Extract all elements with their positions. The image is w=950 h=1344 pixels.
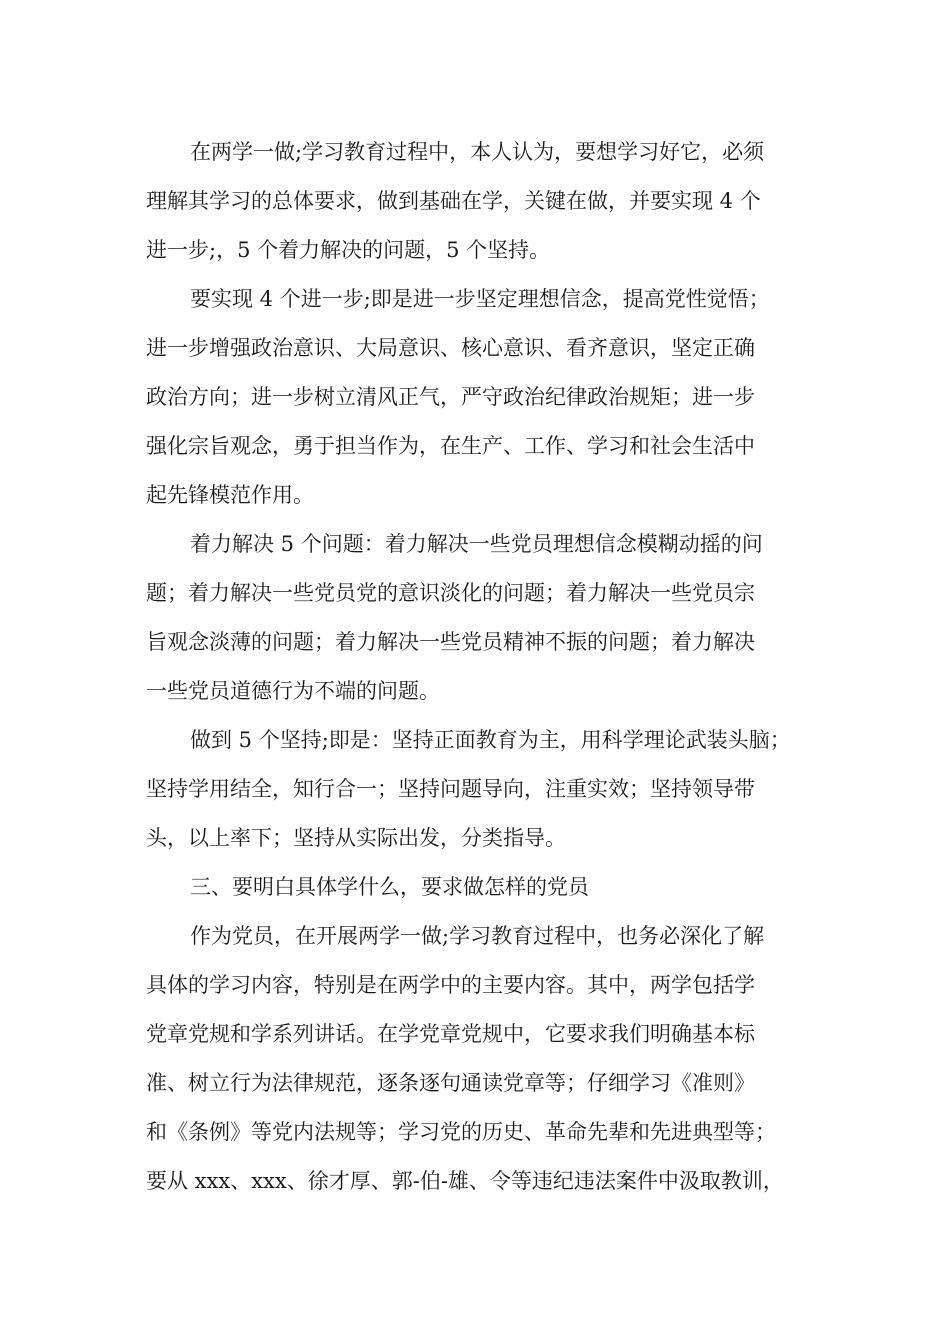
paragraph-line: 要实现 4 个进一步;即是进一步坚定理想信念，提高党性觉悟； <box>190 287 770 311</box>
paragraph-line: 强化宗旨观念，勇于担当作为，在生产、工作、学习和社会生活中 <box>146 434 755 458</box>
paragraph-line: 党章党规和学系列讲话。在学党章党规中，它要求我们明确基本标 <box>146 1022 755 1046</box>
paragraph-line: 要从 xxx、xxx、徐才厚、郭-伯-雄、令等违纪违法案件中汲取教训， <box>146 1169 784 1193</box>
paragraph-line: 在两学一做;学习教育过程中，本人认为，要想学习好它，必须 <box>190 140 765 164</box>
paragraph-3 <box>146 520 836 716</box>
paragraph-6 <box>146 912 836 1206</box>
paragraph-line: 头，以上率下；坚持从实际出发，分类指导。 <box>146 826 566 850</box>
paragraph-line: 旨观念淡薄的问题；着力解决一些党员精神不振的问题；着力解决 <box>146 630 755 654</box>
paragraph-line: 和《条例》等党内法规等；学习党的历史、革命先辈和先进典型等； <box>146 1120 776 1144</box>
paragraph-line: 具体的学习内容，特别是在两学中的主要内容。其中，两学包括学 <box>146 973 755 997</box>
paragraph-line: 题；着力解决一些党员党的意识淡化的问题；着力解决一些党员宗 <box>146 581 755 605</box>
paragraph-line: 作为党员，在开展两学一做;学习教育过程中，也务必深化了解 <box>190 924 765 948</box>
paragraph-line: 理解其学习的总体要求，做到基础在学，关键在做，并要实现 4 个 <box>146 189 761 213</box>
paragraph-line: 坚持学用结全，知行合一；坚持问题导向，注重实效；坚持领导带 <box>146 777 755 801</box>
paragraph-line: 政治方向；进一步树立清风正气，严守政治纪律政治规矩；进一步 <box>146 385 755 409</box>
section-heading <box>146 863 836 912</box>
paragraph-1 <box>146 128 836 275</box>
paragraph-line: 进一步增强政治意识、大局意识、核心意识、看齐意识，坚定正确 <box>146 336 755 360</box>
paragraph-line: 一些党员道德行为不端的问题。 <box>146 679 440 703</box>
document-body <box>146 128 836 1206</box>
paragraph-line: 准、树立行为法律规范，逐条逐句通读党章等；仔细学习《准则》 <box>146 1071 755 1095</box>
section-heading-text: 三、要明白具体学什么，要求做怎样的党员 <box>190 875 589 899</box>
paragraph-2 <box>146 275 836 520</box>
paragraph-line: 起先锋模范作用。 <box>146 483 314 507</box>
paragraph-line: 做到 5 个坚持;即是：坚持正面教育为主，用科学理论武装头脑； <box>190 728 791 752</box>
paragraph-line: 着力解决 5 个问题：着力解决一些党员理想信念模糊动摇的问 <box>190 532 763 556</box>
paragraph-line: 进一步;，5 个着力解决的问题，5 个坚持。 <box>146 238 551 262</box>
paragraph-4 <box>146 716 836 863</box>
